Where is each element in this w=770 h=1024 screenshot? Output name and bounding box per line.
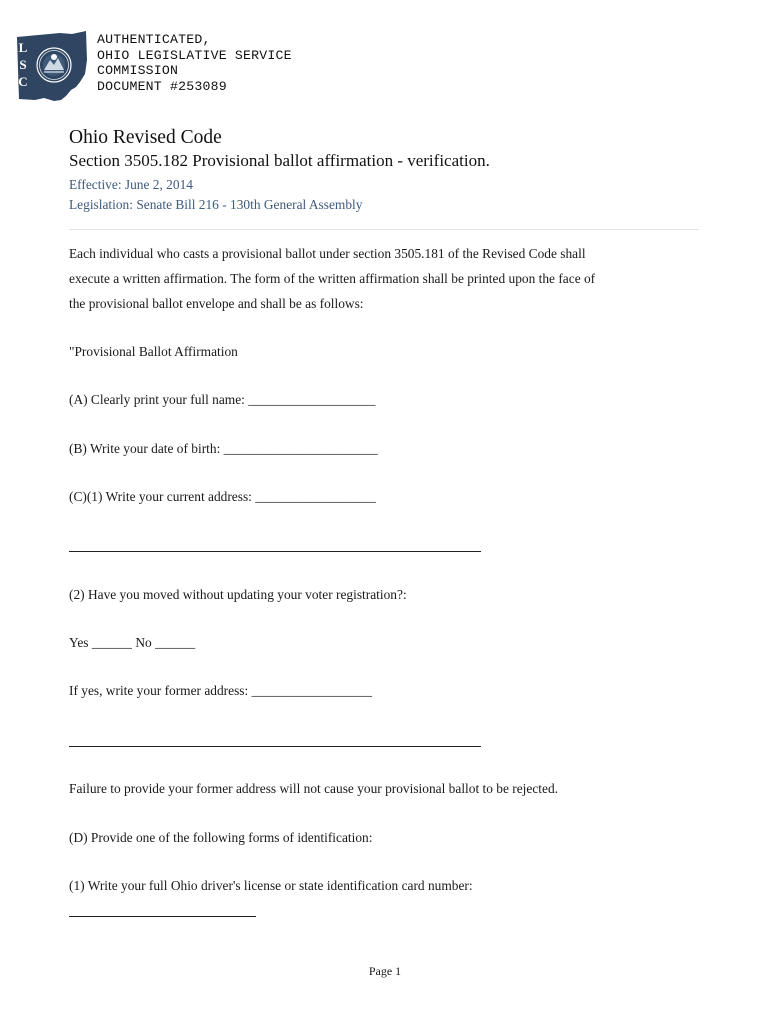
document-title: Ohio Revised Code (69, 127, 222, 148)
body-line: Each individual who casts a provisional ballot under section 3505.181 of the Revised Code shall (69, 246, 586, 261)
effective-date: Effective: June 2, 2014 (69, 177, 193, 192)
auth-line: DOCUMENT #253089 (97, 78, 227, 94)
field-moved-question: (2) Have you moved without updating your voter registration?: (69, 587, 407, 602)
logo-letter-l: L (18, 40, 28, 55)
blank-line-former-address (69, 746, 481, 747)
auth-line: AUTHENTICATED, (97, 32, 211, 47)
affirmation-heading: "Provisional Ballot Affirmation (69, 344, 238, 359)
logo-letter-c: C (18, 74, 28, 89)
header-divider (69, 229, 699, 230)
field-yes-no: Yes ______ No ______ (69, 635, 196, 650)
field-current-address: (C)(1) Write your current address: __________________ (69, 489, 376, 504)
body-line: execute a written affirmation. The form of the written affirmation shall be printed upon the face of (69, 271, 596, 286)
authentication-stamp (97, 32, 292, 94)
body-line: the provisional ballot envelope and shall be as follows: (69, 296, 364, 311)
field-former-address: If yes, write your former address: __________________ (69, 683, 373, 698)
auth-line: OHIO LEGISLATIVE SERVICE (97, 47, 292, 63)
body-line-notice: Failure to provide your former address will not cause your provisional ballot to be rejected. (69, 781, 558, 796)
field-full-name: (A) Clearly print your full name: ___________________ (69, 392, 376, 407)
auth-line: COMMISSION (97, 63, 179, 79)
blank-line-license-number (69, 916, 256, 917)
section-heading: Section 3505.182 Provisional ballot affirmation - verification. (69, 151, 490, 170)
page-number: Page 1 (368, 964, 402, 978)
logo-letter-s: S (19, 57, 27, 72)
field-date-of-birth: (B) Write your date of birth: _______________________ (69, 441, 378, 456)
field-identification-heading: (D) Provide one of the following forms of identification: (69, 830, 373, 845)
legislation-info: Legislation: Senate Bill 216 - 130th General Assembly (69, 197, 363, 212)
lsc-ohio-seal-logo (14, 30, 90, 102)
field-drivers-license: (1) Write your full Ohio driver's license or state identification card number: (69, 878, 473, 893)
blank-line-current-address (69, 551, 481, 552)
